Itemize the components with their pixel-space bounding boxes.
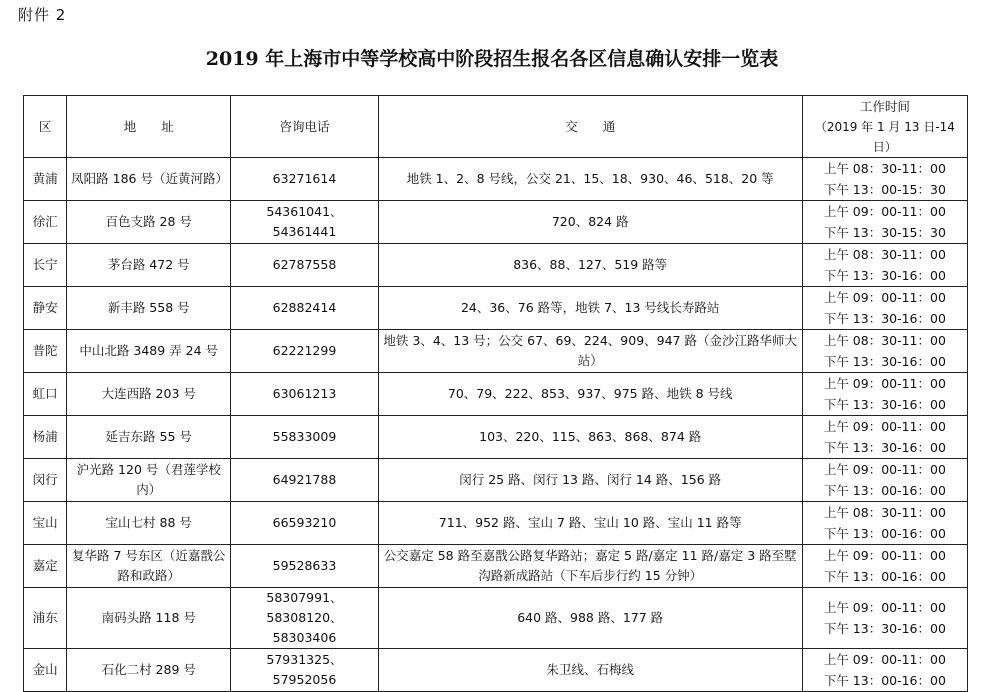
header-address: 地 址 [67,96,231,158]
hours-pm: 下午 13：30-16：00 [823,397,946,412]
table-row [24,201,968,244]
cell-hours [802,649,967,692]
hours-pm: 下午 13：00-16：00 [823,673,946,688]
hours-pm: 下午 13：00-16：00 [823,569,946,584]
cell-address: 中山北路 3489 弄 24 号 [67,330,231,373]
cell-phone: 66593210 [231,502,378,545]
document-title: 2019 年上海市中等学校高中阶段招生报名各区信息确认安排一览表 [205,48,779,70]
cell-phone: 64921788 [231,459,378,502]
cell-phone: 55833009 [231,416,378,459]
cell-district: 浦东 [24,588,67,649]
hours-am: 上午 09：00-11：00 [823,376,946,391]
cell-district: 闵行 [24,459,67,502]
cell-hours [802,201,967,244]
cell-phone: 63271614 [231,158,378,201]
header-row [24,96,968,158]
cell-transport: 闵行 25 路、闵行 13 路、闵行 14 路、156 路 [378,459,802,502]
cell-address: 茅台路 472 号 [67,244,231,287]
cell-transport: 朱卫线、石梅线 [378,649,802,692]
cell-transport: 711、952 路、宝山 7 路、宝山 10 路、宝山 11 路等 [378,502,802,545]
cell-transport: 地铁 3、4、13 号；公交 67、69、224、909、947 路（金沙江路华师大站） [378,330,802,373]
table-row [24,502,968,545]
table-row [24,330,968,373]
cell-hours [802,373,967,416]
hours-am: 上午 09：00-11：00 [823,548,946,563]
cell-address: 宝山七村 88 号 [67,502,231,545]
cell-address: 百色支路 28 号 [67,201,231,244]
schedule-table [23,95,968,692]
cell-hours [802,416,967,459]
cell-phone: 62221299 [231,330,378,373]
table-row [24,416,968,459]
table-row [24,545,968,588]
cell-district: 嘉定 [24,545,67,588]
cell-transport: 公交嘉定 58 路至嘉戬公路复华路站；嘉定 5 路/嘉定 11 路/嘉定 3 路至墅沟路新成路站（下车后步行约 15 分钟） [378,545,802,588]
header-hours-label: 工作时间 [859,99,910,114]
cell-hours [802,330,967,373]
cell-district: 静安 [24,287,67,330]
cell-transport: 720、824 路 [378,201,802,244]
hours-pm: 下午 13：30-16：00 [823,268,946,283]
cell-hours [802,545,967,588]
cell-address: 南码头路 118 号 [67,588,231,649]
hours-am: 上午 09：00-11：00 [823,462,946,477]
hours-pm: 下午 13：30-16：00 [823,354,946,369]
hours-am: 上午 09：00-11：00 [823,652,946,667]
cell-district: 杨浦 [24,416,67,459]
cell-hours [802,588,967,649]
hours-pm: 下午 13：30-16：00 [823,621,946,636]
cell-phone: 54361041、54361441 [231,201,378,244]
table-row [24,158,968,201]
hours-pm: 下午 13：30-15：30 [823,225,946,240]
cell-phone: 63061213 [231,373,378,416]
hours-pm: 下午 13：00-15：30 [823,182,946,197]
table-row [24,649,968,692]
cell-hours [802,459,967,502]
hours-pm: 下午 13：30-16：00 [823,311,946,326]
cell-transport: 70、79、222、853、937、975 路、地铁 8 号线 [378,373,802,416]
cell-address: 延吉东路 55 号 [67,416,231,459]
cell-address: 新丰路 558 号 [67,287,231,330]
attachment-label: 附件 2 [18,6,67,24]
cell-district: 徐汇 [24,201,67,244]
hours-pm: 下午 13：30-16：00 [823,440,946,455]
hours-am: 上午 09：00-11：00 [823,600,946,615]
cell-address: 复华路 7 号东区（近嘉戬公路和政路） [67,545,231,588]
header-district: 区 [24,96,67,158]
cell-address: 石化二村 289 号 [67,649,231,692]
hours-am: 上午 08：30-11：00 [823,161,946,176]
cell-phone: 62882414 [231,287,378,330]
cell-phone: 59528633 [231,545,378,588]
cell-district: 长宁 [24,244,67,287]
cell-transport: 24、36、76 路等，地铁 7、13 号线长寿路站 [378,287,802,330]
hours-pm: 下午 13：00-16：00 [823,483,946,498]
cell-phone: 58307991、58308120、58303406 [231,588,378,649]
hours-am: 上午 08：30-11：00 [823,247,946,262]
header-phone: 咨询电话 [231,96,378,158]
table-row [24,459,968,502]
cell-address: 凤阳路 186 号（近黄河路） [67,158,231,201]
cell-hours [802,244,967,287]
cell-hours [802,287,967,330]
cell-phone: 62787558 [231,244,378,287]
hours-pm: 下午 13：00-16：00 [823,526,946,541]
cell-district: 普陀 [24,330,67,373]
cell-hours [802,502,967,545]
cell-district: 黄浦 [24,158,67,201]
cell-address: 大连西路 203 号 [67,373,231,416]
table-row [24,244,968,287]
hours-am: 上午 09：00-11：00 [823,419,946,434]
hours-am: 上午 08：30-11：00 [823,505,946,520]
table-row [24,287,968,330]
header-hours [802,96,967,158]
cell-phone: 57931325、57952056 [231,649,378,692]
cell-transport: 103、220、115、863、868、874 路 [378,416,802,459]
cell-district: 金山 [24,649,67,692]
hours-am: 上午 09：00-11：00 [823,290,946,305]
cell-district: 虹口 [24,373,67,416]
cell-district: 宝山 [24,502,67,545]
header-transport: 交 通 [378,96,802,158]
cell-transport: 836、88、127、519 路等 [378,244,802,287]
hours-am: 上午 09：00-11：00 [823,204,946,219]
hours-am: 上午 08：30-11：00 [823,333,946,348]
cell-address: 沪光路 120 号（君莲学校内） [67,459,231,502]
header-hours-dates: （2019 年 1 月 13 日-14 日） [814,120,955,154]
table-row [24,373,968,416]
table-row [24,588,968,649]
cell-transport: 640 路、988 路、177 路 [378,588,802,649]
cell-hours [802,158,967,201]
cell-transport: 地铁 1、2、8 号线，公交 21、15、18、930、46、518、20 等 [378,158,802,201]
